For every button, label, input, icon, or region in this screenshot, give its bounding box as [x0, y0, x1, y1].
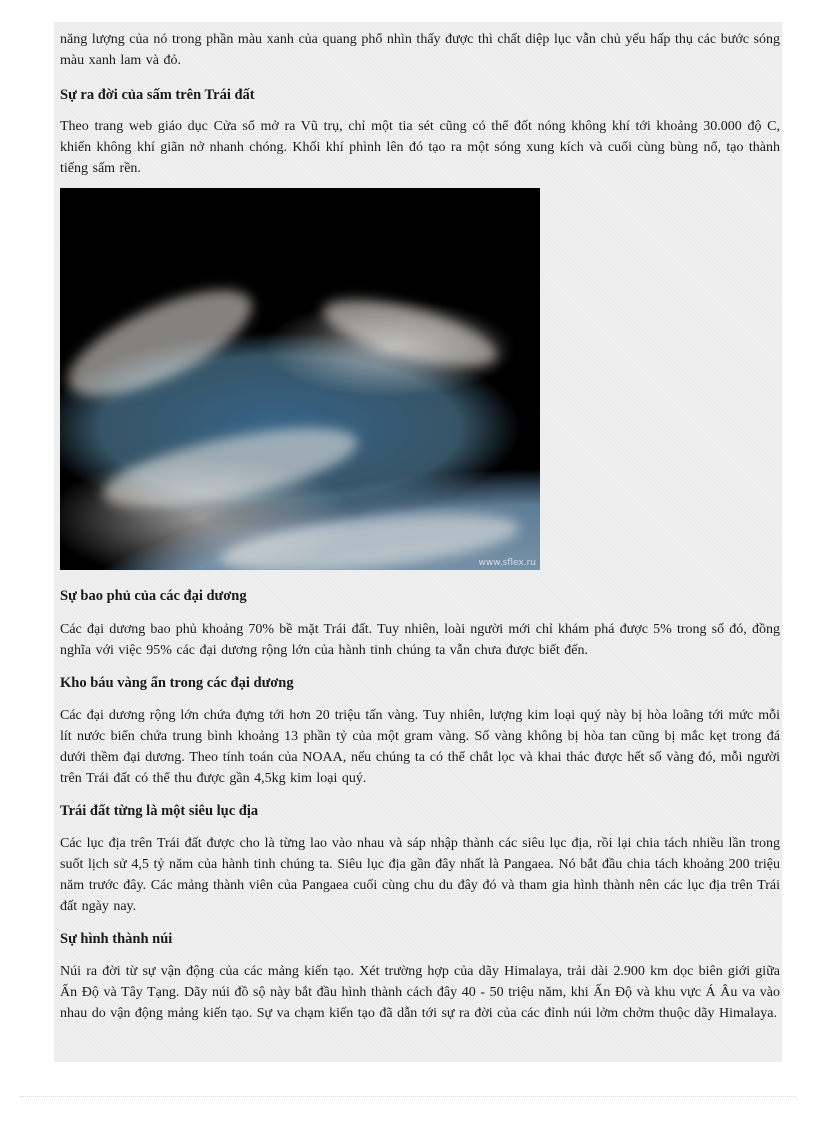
section-text-thunder: Theo trang web giáo dục Cửa sổ mở ra Vũ trụ, chỉ một tia sét cũng có thể đốt nóng không khí tới khoảng 30.000 độ C, khiến không khí giãn nở nhanh chóng. Khối khí phình lên đó tạo ra một sóng xung kích và cuối cùng bùng nổ, tạo thành tiếng sấm rền. — [60, 119, 780, 176]
section-heading-oceans: Sự bao phủ của các đại dương — [60, 588, 247, 604]
section-text-supercontinent: Các lục địa trên Trái đất được cho là từng lao vào nhau và sáp nhập thành các siêu lục địa, rồi lại chia tách nhiều lần trong suốt lịch sử 4,5 tỷ năm của hành tinh chúng ta. Siêu lục địa gần đây nhất là Pangaea. Nó bắt đầu chia tách khoảng 200 triệu năm trước đây. Các mảng thành viên của Pangaea cuối cùng chu du đây đó và tham gia hình thành nên các lục địa trên Trái đất ngày nay. — [60, 836, 780, 914]
page-bottom-divider — [20, 1096, 796, 1097]
section-heading-supercontinent: Trái đất từng là một siêu lục địa — [60, 803, 259, 819]
intro-paragraph: năng lượng của nó trong phần màu xanh của quang phổ nhìn thấy được thì chất diệp lục vẫn chủ yếu hấp thụ các bước sóng màu xanh lam và đỏ. — [60, 32, 780, 68]
section-heading-gold: Kho báu vàng ẩn trong các đại dương — [60, 675, 294, 691]
section-heading-mountains: Sự hình thành núi — [60, 931, 173, 947]
section-text-mountains: Núi ra đời từ sự vận động của các mảng kiến tạo. Xét trường hợp của dãy Himalaya, trải dài 2.900 km dọc biên giới giữa Ấn Độ và Tây Tạng. Dãy núi đồ sộ này bắt đầu hình thành cách đây 40 - 50 triệu năm, khi Ấn Độ và khu vực Á Âu va vào nhau do vận động mảng kiến tạo. Sự va chạm kiến tạo đã dẫn tới sự ra đời của các đỉnh núi lởm chởm thuộc dãy Himalaya. — [60, 964, 780, 1021]
section-heading-thunder: Sự ra đời của sấm trên Trái đất — [60, 87, 255, 103]
section-text-oceans: Các đại dương bao phủ khoảng 70% bề mặt Trái đất. Tuy nhiên, loài người mới chỉ khám phá được 5% trong số đó, đồng nghĩa với việc 95% các đại dương rộng lớn của hành tinh chúng ta vẫn chưa được biết đến. — [60, 622, 780, 658]
photo-watermark: www.sflex.ru — [478, 558, 536, 568]
earth-from-space-photo — [60, 188, 540, 570]
section-text-gold: Các đại dương rộng lớn chứa đựng tới hơn 20 triệu tấn vàng. Tuy nhiên, lượng kim loại quý này bị hòa loãng tới mức mỗi lít nước biển chứa trung bình khoảng 13 phần tỷ của một gram vàng. Số vàng không bị hòa tan cũng bị mắc kẹt trong đá dưới thềm đại dương. Theo tính toán của NOAA, nếu chúng ta có thể chắt lọc và khai thác được hết số vàng đó, mỗi người trên Trái đất có thể thu được gần 4,5kg kim loại quý. — [60, 708, 780, 786]
document-content — [60, 22, 780, 1024]
document-page — [54, 22, 782, 1062]
